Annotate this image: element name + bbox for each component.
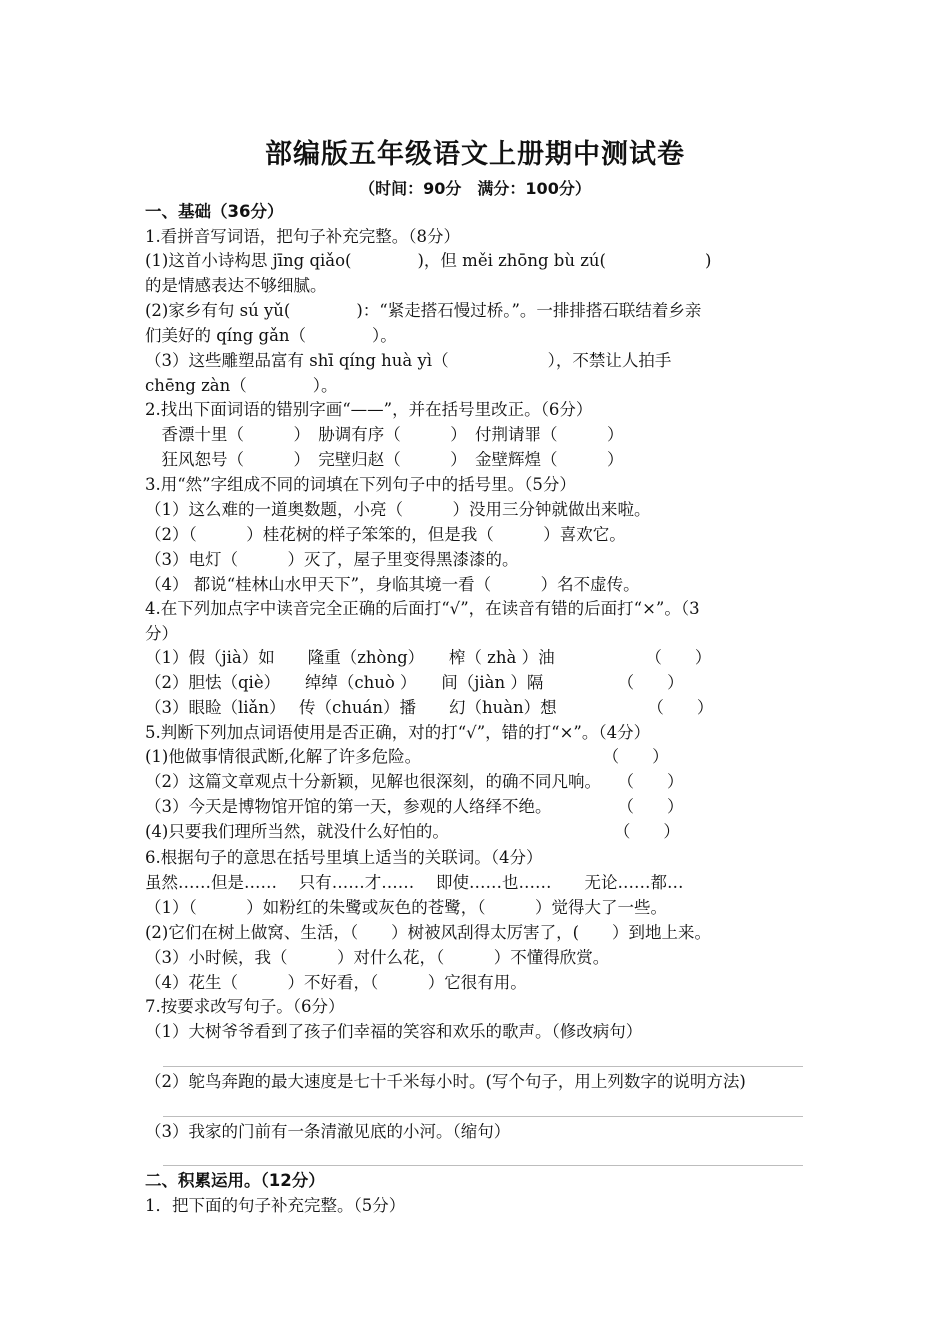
question-5: 5.判断下列加点词语使用是否正确，对的打“√”，错的打“×”。（4分）: [145, 723, 651, 742]
question-2: 2.找出下面词语的错别字画“——”，并在括号里改正。（6分）: [145, 400, 593, 419]
question-3-item-1: （1）这么难的一道奥数题，小亮（ ）没用三分钟就做出来啦。: [145, 500, 651, 519]
question-5-item-2: （2）这篇文章观点十分新颖，见解也很深刻，的确不同凡响。 （ ）: [145, 772, 684, 791]
question-3-item-4: （4） 都说“桂林山水甲天下”，身临其境一看（ ）名不虚传。: [145, 575, 640, 594]
question-1: 1.看拼音写词语，把句子补充完整。（8分）: [145, 227, 460, 246]
question-3-item-3: （3）电灯（ ）灭了，屋子里变得黑漆漆的。: [145, 550, 519, 569]
answer-line-3[interactable]: [163, 1165, 803, 1166]
question-4-item-3: （3）眼睑（liǎn） 传（chuán）播 幻（huàn）想 （ ）: [145, 698, 714, 717]
question-4-item-1: （1）假（jià）如 隆重（zhòng） 榨（ zhà ）油 （ ）: [145, 648, 712, 667]
question-1-item-1-cont: 的是情感表达不够细腻。: [145, 276, 327, 295]
question-6-item-1: （1）（ ）如粉红的朱鹭或灰色的苍鹭，（ ）觉得大了一些。: [145, 898, 667, 917]
section-basics-heading: 一、基础（36分）: [145, 202, 284, 221]
exam-time-score: （时间：90分 满分：100分）: [359, 179, 591, 198]
question-3-item-2: （2）（ ）桂花树的样子笨笨的，但是我（ ）喜欢它。: [145, 525, 626, 544]
question-1-item-2: (2)家乡有句 sú yǔ( )：“紧走搭石慢过桥。”。一排排搭石联结着乡亲: [145, 301, 702, 320]
page-title: 部编版五年级语文上册期中测试卷: [265, 139, 685, 170]
question-6-item-2: (2)它们在树上做窝、生活，（ ）树被风刮得太厉害了，( ）到地上来。: [145, 923, 712, 942]
question-5-item-1: (1)他做事情很武断,化解了许多危险。 （ ）: [145, 747, 669, 766]
question-1-item-3-cont: chēng zàn（ ）。: [145, 376, 338, 395]
question-1-item-3: （3）这些雕塑品富有 shī qíng huà yì（ ），不禁让人拍手: [145, 351, 672, 370]
question-5-item-3: （3）今天是博物馆开馆的第一天，参观的人络绎不绝。 （ ）: [145, 797, 684, 816]
question-4-item-2: （2）胆怯（qiè） 绰绰（chuò ） 间（jiàn ）隔 （ ）: [145, 673, 684, 692]
question-4: 4.在下列加点字中读音完全正确的后面打“√”，在读音有错的后面打“×”。（3: [145, 599, 700, 618]
question-4-cont: 分）: [145, 624, 178, 643]
question-7-item-3: （3）我家的门前有一条清澈见底的小河。（缩句）: [145, 1122, 511, 1141]
question-6-item-3: （3）小时候，我（ ）对什么花，（ ）不懂得欣赏。: [145, 948, 610, 967]
question-2-row-2: 狂风恕号（ ） 完壁归赵（ ） 金壁辉煌（ ）: [145, 450, 624, 469]
question-5-item-4: (4)只要我们理所当然，就没什么好怕的。 （ ）: [145, 822, 680, 841]
question-1-item-1: (1)这首小诗构思 jīng qiǎo( )，但 měi zhōng bù zú( ): [145, 251, 712, 270]
question-6-item-4: （4）花生（ ）不好看，（ ）它很有用。: [145, 973, 527, 992]
question-6-word-bank: 虽然……但是…… 只有……才…… 即使……也…… 无论……都…: [145, 873, 684, 892]
question-6: 6.根据句子的意思在括号里填上适当的关联词。（4分）: [145, 848, 543, 867]
question-7-item-1: （1）大树爷爷看到了孩子们幸福的笑容和欢乐的歌声。（修改病句）: [145, 1022, 643, 1041]
question-2-row-1: 香漂十里（ ） 胁调有序（ ） 付荆请罪（ ）: [145, 425, 624, 444]
question-3: 3.用“然”字组成不同的词填在下列句子中的括号里。（5分）: [145, 475, 576, 494]
answer-line-1[interactable]: [163, 1066, 803, 1067]
question-1-item-2-cont: 们美好的 qíng gǎn（ ）。: [145, 326, 397, 345]
question-7: 7.按要求改写句子。（6分）: [145, 997, 345, 1016]
section-accumulation-heading: 二、积累运用。（12分）: [145, 1171, 325, 1190]
answer-line-2[interactable]: [163, 1116, 803, 1117]
section-2-question-1: 1．把下面的句子补充完整。（5分）: [145, 1196, 406, 1215]
question-7-item-2: （2）鸵鸟奔跑的最大速度是七十千米每小时。(写个句子，用上列数字的说明方法): [145, 1072, 746, 1091]
